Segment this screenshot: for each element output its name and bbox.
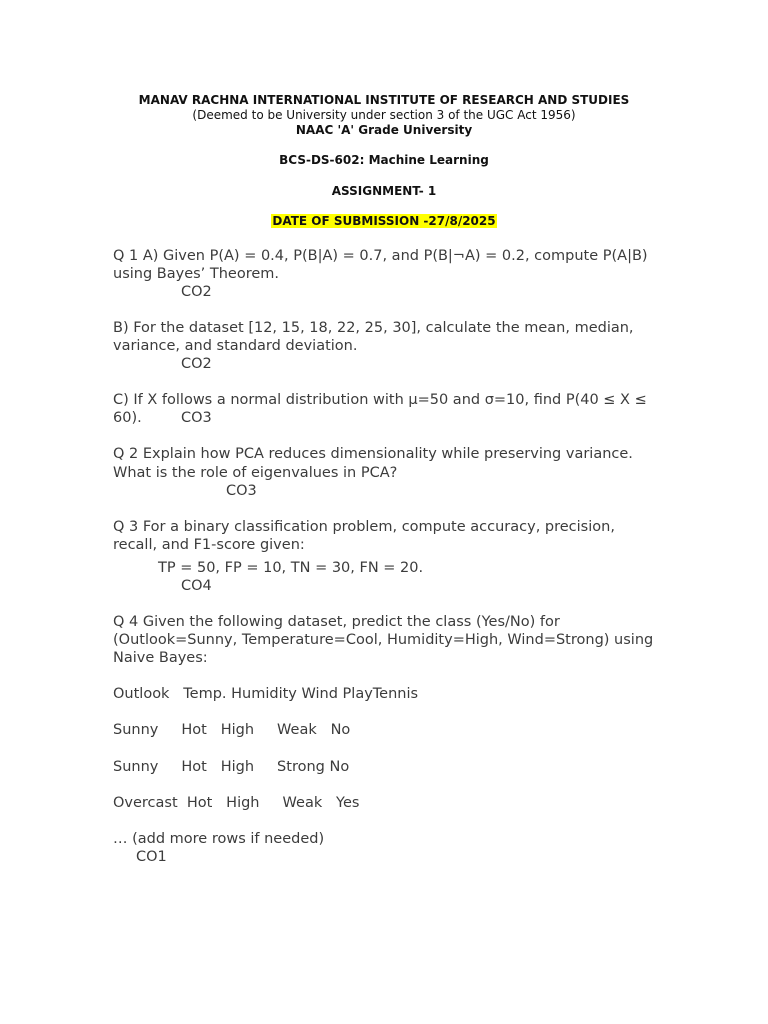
q3-line2: recall, and F1-score given:	[113, 537, 305, 553]
q1c-course-outcome: CO3	[181, 410, 212, 426]
q2-course-outcome: CO3	[226, 483, 257, 499]
q1b-course-outcome: CO2	[181, 356, 212, 372]
dataset-table-row: Sunny Hot High Weak No	[113, 722, 351, 738]
q2-line1: Q 2 Explain how PCA reduces dimensionality while preserving variance.	[113, 446, 633, 462]
add-more-rows-note: … (add more rows if needed)	[113, 831, 325, 847]
q1a-line2: using Bayes’ Theorem.	[113, 266, 280, 282]
q1b-line2: variance, and standard deviation.	[113, 338, 358, 354]
assignment-title: ASSIGNMENT- 1	[331, 184, 437, 198]
q3-course-outcome: CO4	[181, 578, 212, 594]
naac-grade: NAAC 'A' Grade University	[295, 123, 473, 137]
q3-line1: Q 3 For a binary classification problem, compute accuracy, precision,	[113, 519, 615, 535]
q4-line3: Naive Bayes:	[113, 650, 208, 666]
dataset-table-row: Overcast Hot High Weak Yes	[113, 795, 360, 811]
dataset-table-row: Sunny Hot High Strong No	[113, 759, 350, 775]
q3-given-values: TP = 50, FP = 10, TN = 30, FN = 20.	[158, 560, 424, 576]
q2-line2: What is the role of eigenvalues in PCA?	[113, 465, 398, 481]
submission-date-highlight: DATE OF SUBMISSION -27/8/2025	[272, 214, 496, 228]
q4-line1: Q 4 Given the following dataset, predict the class (Yes/No) for	[113, 614, 560, 630]
q1a-course-outcome: CO2	[181, 284, 212, 300]
course-title: BCS-DS-602: Machine Learning	[279, 153, 489, 167]
q1a-line1: Q 1 A) Given P(A) = 0.4, P(B|A) = 0.7, and P(B|¬A) = 0.2, compute P(A|B)	[113, 248, 648, 264]
q4-course-outcome: CO1	[136, 849, 167, 865]
dataset-table-header: Outlook Temp. Humidity Wind PlayTennis	[113, 686, 419, 702]
q1b-line1: B) For the dataset [12, 15, 18, 22, 25, 30], calculate the mean, median,	[113, 320, 634, 336]
q1c-line1: C) If X follows a normal distribution with μ=50 and σ=10, find P(40 ≤ X ≤	[113, 392, 647, 408]
q1c-line2: 60).	[113, 410, 142, 426]
q4-line2: (Outlook=Sunny, Temperature=Cool, Humidity=High, Wind=Strong) using	[113, 632, 654, 648]
deemed-university-note: (Deemed to be University under section 3 of the UGC Act 1956)	[192, 108, 576, 122]
submission-date	[0, 214, 768, 229]
institute-name: MANAV RACHNA INTERNATIONAL INSTITUTE OF RESEARCH AND STUDIES	[138, 93, 630, 107]
